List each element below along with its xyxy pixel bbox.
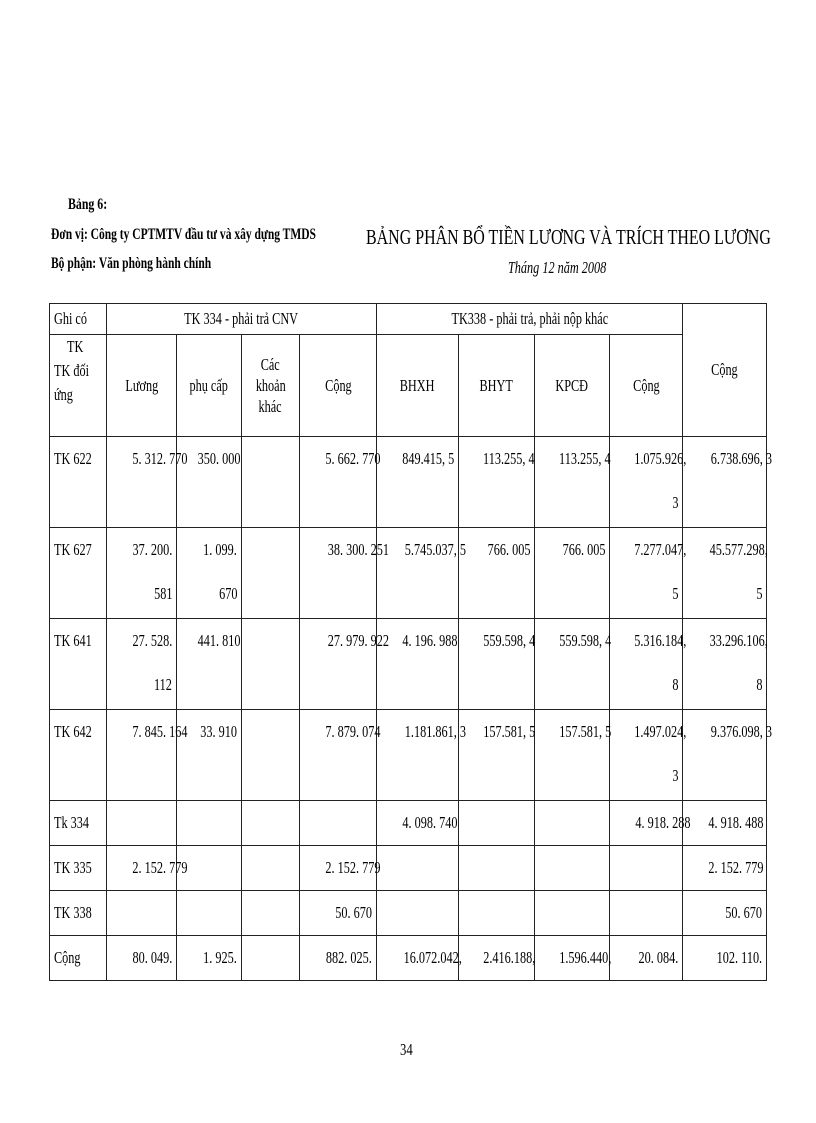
table-row: [50, 801, 767, 846]
cell-kpcd: 113.255, 4: [535, 437, 610, 528]
cell-phucap: [177, 801, 242, 846]
cell-bhxh: [377, 891, 459, 936]
document-period: Tháng 12 năm 2008: [508, 258, 607, 277]
cell-bhxh: 1.181.861, 3: [377, 710, 459, 801]
cell-khac: [242, 801, 300, 846]
cell-cong338: 5.316.184, 8: [610, 619, 683, 710]
cell-total: 50. 670: [683, 891, 767, 936]
cell-bhxh: 4. 196. 988: [377, 619, 459, 710]
cell-phucap: 350. 000: [177, 437, 242, 528]
cell-kpcd: 1.596.440,: [535, 936, 610, 981]
cell-cong338: [610, 891, 683, 936]
account-cell: Tk 334: [50, 801, 107, 846]
cell-luong: [107, 891, 177, 936]
cell-bhyt: [459, 801, 535, 846]
table-number: Bảng 6:: [68, 196, 108, 213]
cell-cong338: 20. 084.: [610, 936, 683, 981]
cell-bhyt: 2.416.188,: [459, 936, 535, 981]
table-row: [50, 891, 767, 936]
cell-cong338: [610, 846, 683, 891]
cell-khac: [242, 846, 300, 891]
page-number: 34: [400, 1040, 413, 1059]
unit-name: Đơn vị: Công ty CPTMTV đầu tư và xây dựng TMDS: [51, 226, 316, 243]
cell-bhyt: [459, 891, 535, 936]
account-cell: TK 622: [50, 437, 107, 528]
account-cell: TK 641: [50, 619, 107, 710]
cell-luong: [107, 801, 177, 846]
cell-cong334: 2. 152. 779: [300, 846, 377, 891]
cell-total: 45.577.298, 5: [683, 528, 767, 619]
cell-bhyt: 766. 005: [459, 528, 535, 619]
col-header-bhxh: BHXH: [377, 335, 459, 437]
cell-luong: 80. 049.: [107, 936, 177, 981]
col-header-kpcd: KPCĐ: [535, 335, 610, 437]
cell-luong: 2. 152. 779: [107, 846, 177, 891]
cell-khac: [242, 619, 300, 710]
cell-bhyt: 157.581, 5: [459, 710, 535, 801]
cell-cong338: 1.075.926, 3: [610, 437, 683, 528]
cell-bhxh: [377, 846, 459, 891]
cell-total: 6.738.696, 3: [683, 437, 767, 528]
cell-bhxh: 5.745.037, 5: [377, 528, 459, 619]
salary-allocation-table: [49, 303, 773, 981]
cell-total: 4. 918. 488: [683, 801, 767, 846]
cell-cong338: 1.497.024, 3: [610, 710, 683, 801]
cell-luong: 27. 528. 112: [107, 619, 177, 710]
cell-bhxh: 16.072.042,: [377, 936, 459, 981]
table-row: [50, 437, 767, 528]
cell-bhyt: [459, 846, 535, 891]
cell-luong: 7. 845. 164: [107, 710, 177, 801]
cell-kpcd: 766. 005: [535, 528, 610, 619]
cell-total: 9.376.098, 3: [683, 710, 767, 801]
document-title: BẢNG PHÂN BỔ TIỀN LƯƠNG VÀ TRÍCH THEO LƯƠNG: [366, 225, 771, 249]
col-header-phucap: phụ cấp: [177, 335, 242, 437]
table-row: [50, 619, 767, 710]
total-header: Cộng: [683, 304, 767, 437]
account-cell: TK 335: [50, 846, 107, 891]
corner-credit-cell: Ghi có: [50, 304, 107, 335]
cell-khac: [242, 710, 300, 801]
account-cell: TK 627: [50, 528, 107, 619]
cell-kpcd: 157.581, 5: [535, 710, 610, 801]
cell-kpcd: [535, 801, 610, 846]
table-row: [50, 846, 767, 891]
col-header-khac: Các khoản khác: [242, 335, 300, 437]
cell-total: 33.296.106, 8: [683, 619, 767, 710]
cell-khac: [242, 891, 300, 936]
cell-cong334: 27. 979. 922: [300, 619, 377, 710]
col-header-cong338: Cộng: [610, 335, 683, 437]
cell-phucap: 1. 099. 670: [177, 528, 242, 619]
table-row: [50, 936, 767, 981]
cell-phucap: 33. 910: [177, 710, 242, 801]
cell-luong: 37. 200. 581: [107, 528, 177, 619]
cell-phucap: 1. 925.: [177, 936, 242, 981]
cell-cong334: 7. 879. 074: [300, 710, 377, 801]
account-cell: TK 338: [50, 891, 107, 936]
cell-bhxh: 849.415, 5: [377, 437, 459, 528]
col-header-luong: Lương: [107, 335, 177, 437]
cell-phucap: 441. 810: [177, 619, 242, 710]
cell-kpcd: [535, 891, 610, 936]
cell-khac: [242, 528, 300, 619]
cell-total: 102. 110.: [683, 936, 767, 981]
tk334-group-header: TK 334 - phải trả CNV: [107, 304, 377, 335]
cell-khac: [242, 437, 300, 528]
cell-bhyt: 559.598, 4: [459, 619, 535, 710]
account-cell: TK 642: [50, 710, 107, 801]
col-header-cong334: Cộng: [300, 335, 377, 437]
cell-phucap: [177, 891, 242, 936]
cell-cong334: 5. 662. 770: [300, 437, 377, 528]
cell-cong338: 4. 918. 288: [610, 801, 683, 846]
cell-cong334: 38. 300. 251: [300, 528, 377, 619]
cell-cong338: 7.277.047, 5: [610, 528, 683, 619]
department-name: Bộ phận: Văn phòng hành chính: [51, 255, 212, 272]
cell-cong334: [300, 801, 377, 846]
account-cell: Cộng: [50, 936, 107, 981]
cell-cong334: 882. 025.: [300, 936, 377, 981]
col-header-bhyt: BHYT: [459, 335, 535, 437]
cell-kpcd: 559.598, 4: [535, 619, 610, 710]
tk338-group-header: TK338 - phải trả, phải nộp khác: [377, 304, 683, 335]
cell-bhyt: 113.255, 4: [459, 437, 535, 528]
table-row: [50, 528, 767, 619]
corner-debit-cell: TK TK đối ứng: [50, 335, 107, 437]
cell-bhxh: 4. 098. 740: [377, 801, 459, 846]
cell-khac: [242, 936, 300, 981]
cell-total: 2. 152. 779: [683, 846, 767, 891]
cell-cong334: 50. 670: [300, 891, 377, 936]
cell-kpcd: [535, 846, 610, 891]
cell-luong: 5. 312. 770: [107, 437, 177, 528]
table-row: [50, 710, 767, 801]
